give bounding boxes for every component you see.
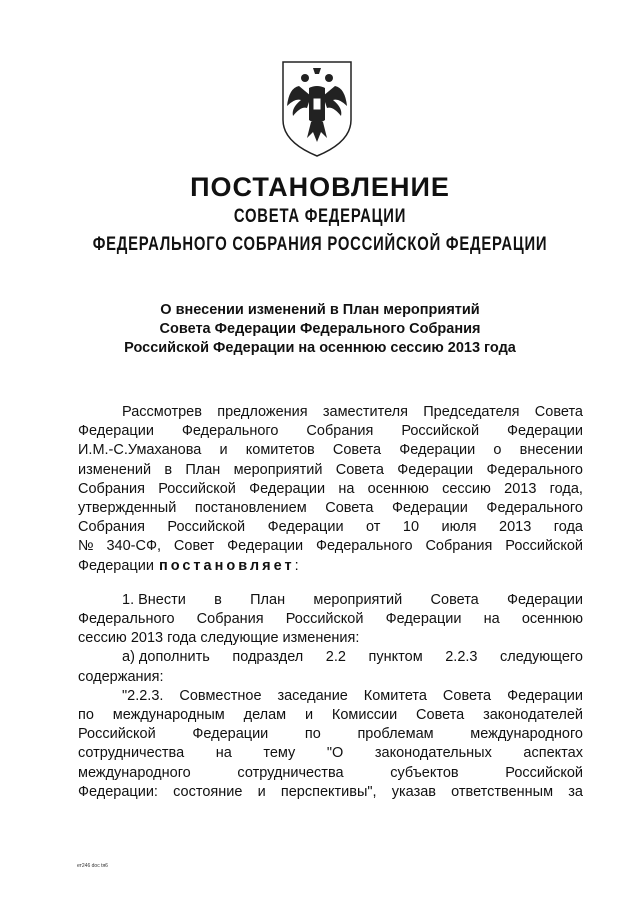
quote-word: заседание bbox=[277, 687, 348, 704]
preamble-word: Совета bbox=[332, 442, 382, 459]
resolves-word: постановляет bbox=[158, 557, 295, 574]
quote-word: сотрудничества bbox=[237, 764, 344, 781]
item-a-paragraph bbox=[78, 648, 583, 667]
item-1-word: Собрания bbox=[196, 611, 264, 628]
preamble-word: Федерации bbox=[399, 442, 476, 459]
item-1-word: План bbox=[250, 591, 286, 608]
item-1-paragraph bbox=[78, 591, 583, 629]
document-subject bbox=[0, 301, 640, 358]
preamble-word: заместителя bbox=[322, 404, 408, 420]
quote-word: Комиссии bbox=[331, 707, 398, 724]
preamble-word: Российской bbox=[401, 423, 480, 440]
quote-word: делам bbox=[243, 707, 287, 724]
quote-word: международным bbox=[112, 707, 225, 724]
item-1-last-line bbox=[78, 629, 583, 648]
preamble-word: постановлением bbox=[194, 500, 307, 517]
quote-word: международного bbox=[78, 764, 191, 781]
quote-word: Совместное bbox=[179, 687, 262, 704]
quote-word: аспектах bbox=[523, 745, 583, 762]
preamble-word: сессию bbox=[442, 480, 491, 497]
item-1-word: мероприятий bbox=[313, 591, 403, 608]
preamble-word: И.М.-С.Умаханова bbox=[78, 442, 202, 459]
preamble-line bbox=[78, 480, 583, 499]
issuer-line-2: ФЕДЕРАЛЬНОГО СОБРАНИЯ РОССИЙСКОЙ ФЕДЕРАЦИИ bbox=[92, 234, 548, 255]
preamble-word: Российской bbox=[167, 519, 246, 536]
preamble-paragraph bbox=[78, 403, 583, 557]
preamble-word: Федерального bbox=[486, 461, 583, 478]
preamble-word: комитетов bbox=[245, 442, 315, 459]
preamble-word: Председателя bbox=[423, 404, 520, 420]
item-1-word: на bbox=[483, 611, 500, 628]
quote-word: проблемам bbox=[357, 726, 434, 743]
file-reference: ет246 doc tя6 bbox=[77, 863, 108, 869]
document-title: ПОСТАНОВЛЕНИЕ bbox=[190, 172, 450, 202]
item-a-last-text: содержания: bbox=[78, 668, 164, 685]
quote-word: состояние bbox=[173, 783, 243, 800]
preamble-word: изменений bbox=[78, 461, 152, 478]
preamble-word: Российской bbox=[505, 538, 583, 555]
preamble-word: Совета bbox=[325, 500, 374, 517]
quote-word: субъектов bbox=[390, 764, 459, 781]
quote-word: Федерации bbox=[192, 726, 269, 743]
preamble-word: План bbox=[185, 461, 221, 478]
preamble-word: Собрания bbox=[306, 423, 374, 440]
quote-word: международного bbox=[470, 726, 583, 743]
item-1-line bbox=[78, 610, 583, 629]
item-1-word: осеннюю bbox=[521, 611, 583, 628]
quote-word: законодателей bbox=[483, 707, 583, 724]
quote-word: и bbox=[257, 783, 266, 800]
quote-word: Совета bbox=[442, 687, 492, 704]
preamble-word: Федерального bbox=[315, 538, 413, 555]
quote-word: перспективы", bbox=[280, 783, 377, 800]
item-a-word: 2.2.3 bbox=[445, 649, 478, 666]
quote-word: Российской bbox=[505, 764, 583, 781]
item-1-word: Федерации bbox=[507, 591, 583, 608]
item-a-word: следующего bbox=[500, 649, 583, 666]
preamble-line bbox=[78, 518, 583, 537]
item-1-word: 1. Внести bbox=[122, 591, 186, 608]
preamble-word: и bbox=[219, 442, 228, 459]
item-a-word: подраздел bbox=[232, 649, 304, 666]
quote-word: законодательных bbox=[374, 745, 492, 762]
preamble-word: № bbox=[78, 538, 94, 555]
quote-word: по bbox=[78, 707, 94, 724]
preamble-word: года, bbox=[549, 480, 583, 497]
item-1-word: в bbox=[214, 591, 222, 608]
preamble-word: Федерации bbox=[391, 500, 468, 517]
preamble-word: года bbox=[553, 519, 583, 536]
preamble-last-word: Федерации bbox=[78, 557, 154, 574]
item-1-line bbox=[78, 591, 583, 610]
quote-word: на bbox=[215, 745, 232, 762]
preamble-line bbox=[78, 422, 583, 441]
quote-line bbox=[78, 706, 583, 725]
item-1-word: Российской bbox=[285, 611, 364, 628]
item-a-word: пунктом bbox=[368, 649, 423, 666]
preamble-word: 2013 bbox=[499, 519, 532, 536]
preamble-word: Федерации bbox=[227, 538, 304, 555]
item-1-last-text: сессию 2013 года следующие изменения: bbox=[78, 630, 360, 647]
issuer-line-1: СОВЕТА ФЕДЕРАЦИИ bbox=[233, 206, 407, 227]
preamble-word: Собрания bbox=[78, 480, 145, 497]
preamble-word: 2013 bbox=[504, 480, 537, 497]
subject-line-2: Совета Федерации Федерального Собрания bbox=[159, 321, 481, 337]
preamble-word: 10 bbox=[402, 519, 420, 536]
preamble-word: мероприятий bbox=[233, 461, 323, 478]
preamble-word: в bbox=[164, 461, 173, 478]
quote-word: ответственным bbox=[451, 783, 554, 800]
quote-word: и bbox=[304, 707, 314, 724]
preamble-word: внесении bbox=[519, 442, 583, 459]
preamble-word: Собрания bbox=[425, 538, 493, 555]
preamble-word: осеннюю bbox=[367, 480, 429, 497]
quote-word: по bbox=[304, 726, 321, 743]
quote-word: Федерации bbox=[507, 687, 583, 704]
quote-word: указав bbox=[391, 783, 436, 800]
preamble-word: Федерации bbox=[249, 480, 326, 497]
quote-word: Федерации: bbox=[78, 783, 158, 800]
quote-line bbox=[78, 687, 583, 706]
quote-word: "О bbox=[326, 745, 344, 762]
preamble-word: Федерального bbox=[486, 500, 583, 517]
item-a-word: а) дополнить bbox=[122, 649, 210, 666]
preamble-word: Федерального bbox=[181, 423, 279, 440]
preamble-word: Федерации bbox=[507, 423, 583, 440]
quote-word: Российской bbox=[78, 726, 156, 743]
preamble-word: о bbox=[493, 442, 502, 459]
preamble-word: Совета bbox=[335, 461, 384, 478]
subject-line-1: О внесении изменений в План мероприятий bbox=[160, 302, 480, 318]
quote-word: Комитета bbox=[363, 687, 427, 704]
quote-word: тему bbox=[263, 745, 296, 762]
quote-word: Совета bbox=[416, 707, 465, 724]
item-1-word: Совета bbox=[430, 591, 479, 608]
preamble-word: предложения bbox=[217, 404, 308, 420]
document-body bbox=[78, 403, 583, 802]
preamble-word: 340-СФ, bbox=[106, 538, 162, 555]
quote-word: сотрудничества bbox=[78, 745, 185, 762]
quote-word: за bbox=[568, 783, 583, 800]
quoted-item-paragraph bbox=[78, 687, 583, 802]
preamble-last-line bbox=[78, 557, 583, 576]
quote-line bbox=[78, 783, 583, 802]
preamble-word: Российской bbox=[158, 480, 236, 497]
quote-line bbox=[78, 764, 583, 783]
item-a-last-line bbox=[78, 668, 583, 687]
preamble-line bbox=[78, 499, 583, 518]
quote-word: "2.2.3. bbox=[122, 687, 164, 704]
preamble-word: Совета bbox=[534, 404, 583, 420]
item-a-line bbox=[78, 648, 583, 667]
preamble-word: Федерации bbox=[78, 423, 154, 440]
preamble-line bbox=[78, 461, 583, 480]
preamble-word: от bbox=[366, 519, 381, 536]
preamble-line bbox=[78, 537, 583, 556]
preamble-word: Совет bbox=[173, 538, 215, 555]
preamble-word: Рассмотрев bbox=[122, 404, 202, 420]
item-1-word: Федерации bbox=[385, 611, 462, 628]
quote-line bbox=[78, 744, 583, 763]
preamble-word: утвержденный bbox=[78, 500, 177, 517]
quote-line bbox=[78, 725, 583, 744]
coat-of-arms-emblem bbox=[275, 58, 359, 158]
item-1-word: Федерального bbox=[78, 611, 175, 628]
item-a-word: 2.2 bbox=[325, 649, 346, 666]
preamble-line bbox=[78, 441, 583, 460]
preamble-word: Федерации bbox=[397, 461, 474, 478]
preamble-word: Федерации bbox=[267, 519, 344, 536]
resolves-colon: : bbox=[294, 557, 299, 574]
preamble-word: на bbox=[338, 480, 355, 497]
subject-line-3: Российской Федерации на осеннюю сессию 2013 года bbox=[124, 340, 516, 356]
preamble-line bbox=[78, 403, 583, 422]
preamble-word: Собрания bbox=[78, 519, 145, 536]
preamble-word: июля bbox=[441, 519, 477, 536]
